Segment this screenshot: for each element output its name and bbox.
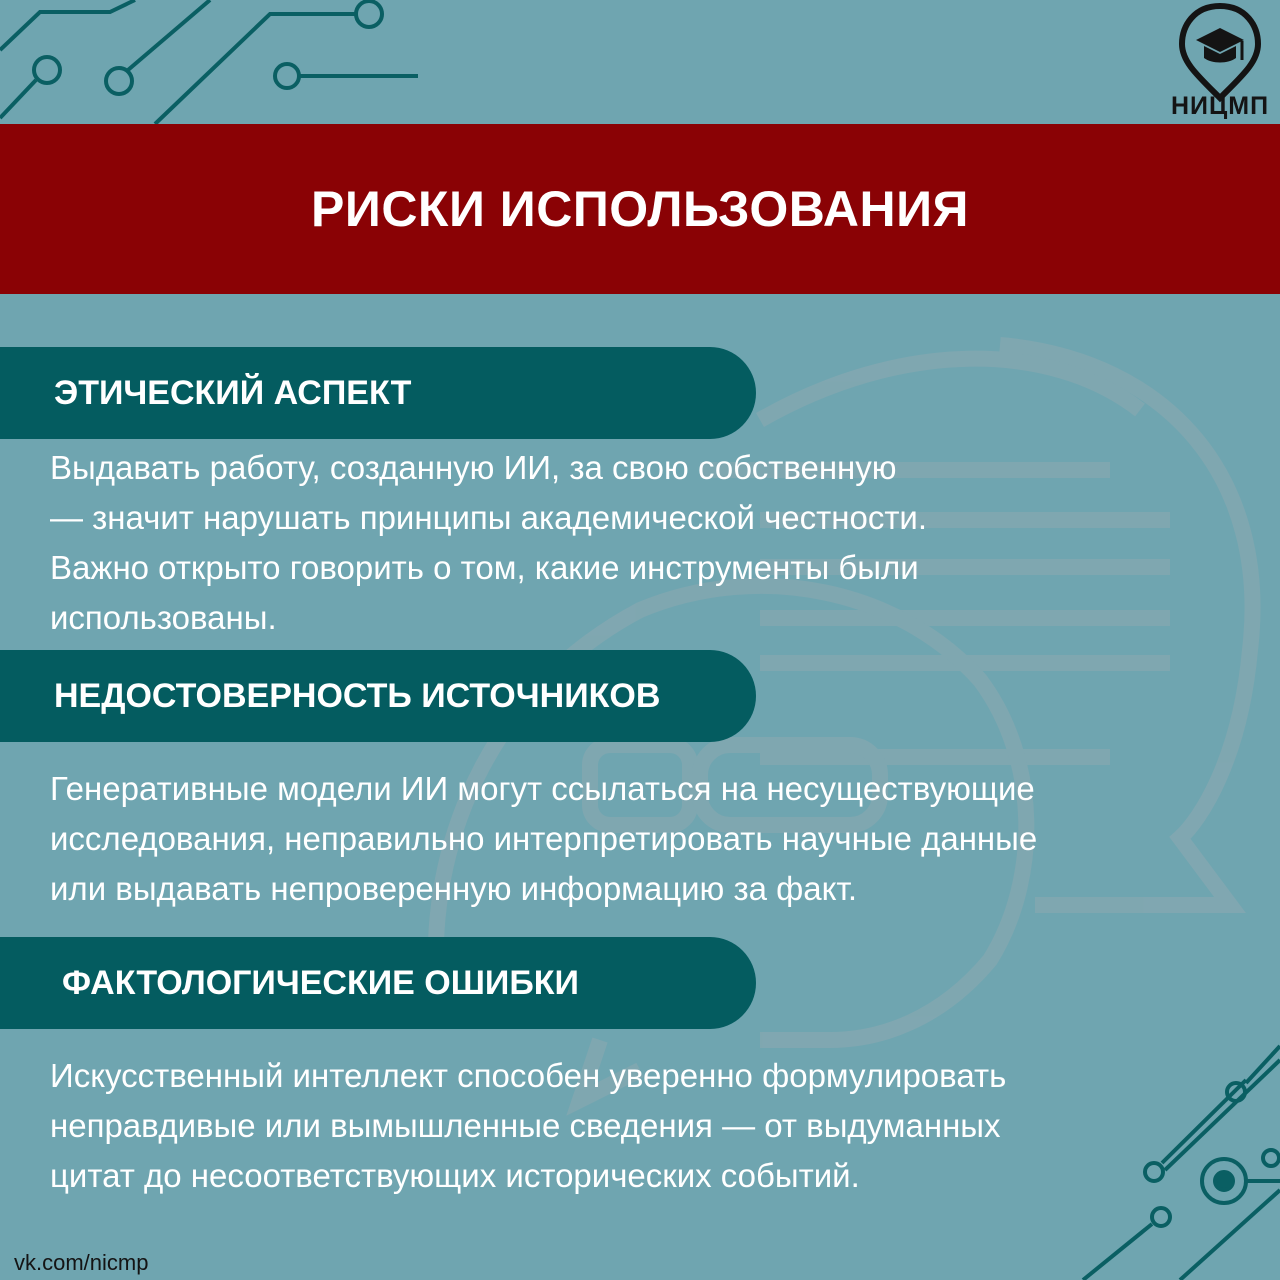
section-header-sources bbox=[0, 650, 756, 742]
text-line: — значит нарушать принципы академической честности. bbox=[50, 499, 928, 536]
text-line: использованы. bbox=[50, 599, 277, 636]
section-title: ФАКТОЛОГИЧЕСКИЕ ОШИБКИ bbox=[62, 963, 579, 1002]
section-header-ethics bbox=[0, 347, 756, 439]
section-title: ЭТИЧЕСКИЙ АСПЕКТ bbox=[54, 373, 412, 412]
section-text-sources bbox=[50, 764, 1230, 914]
text-line: Искусственный интеллект способен уверенно формулировать bbox=[50, 1057, 1007, 1094]
logo-text: НИЦМП bbox=[1170, 92, 1270, 120]
text-line: неправдивые или вымышленные сведения — от выдуманных bbox=[50, 1107, 1001, 1144]
section-header-factual-errors bbox=[0, 937, 756, 1029]
section-title: НЕДОСТОВЕРНОСТЬ ИСТОЧНИКОВ bbox=[54, 676, 661, 715]
text-line: или выдавать непроверенную информацию за факт. bbox=[50, 870, 858, 907]
section-text-factual-errors bbox=[50, 1051, 1230, 1201]
page-title: РИСКИ ИСПОЛЬЗОВАНИЯ bbox=[311, 181, 969, 237]
text-line: Генеративные модели ИИ могут ссылаться на несуществующие bbox=[50, 770, 1035, 807]
footer-link[interactable]: vk.com/nicmp bbox=[14, 1250, 149, 1275]
text-line: исследования, неправильно интерпретировать научные данные bbox=[50, 820, 1038, 857]
section-text-ethics bbox=[50, 443, 1230, 643]
title-banner bbox=[0, 124, 1280, 294]
text-line: Важно открыто говорить о том, какие инструменты были bbox=[50, 549, 919, 586]
text-line: Выдавать работу, созданную ИИ, за свою собственную bbox=[50, 449, 897, 486]
circuit-lines-top-left bbox=[0, 0, 418, 124]
text-line: цитат до несоответствующих исторических событий. bbox=[50, 1157, 860, 1194]
